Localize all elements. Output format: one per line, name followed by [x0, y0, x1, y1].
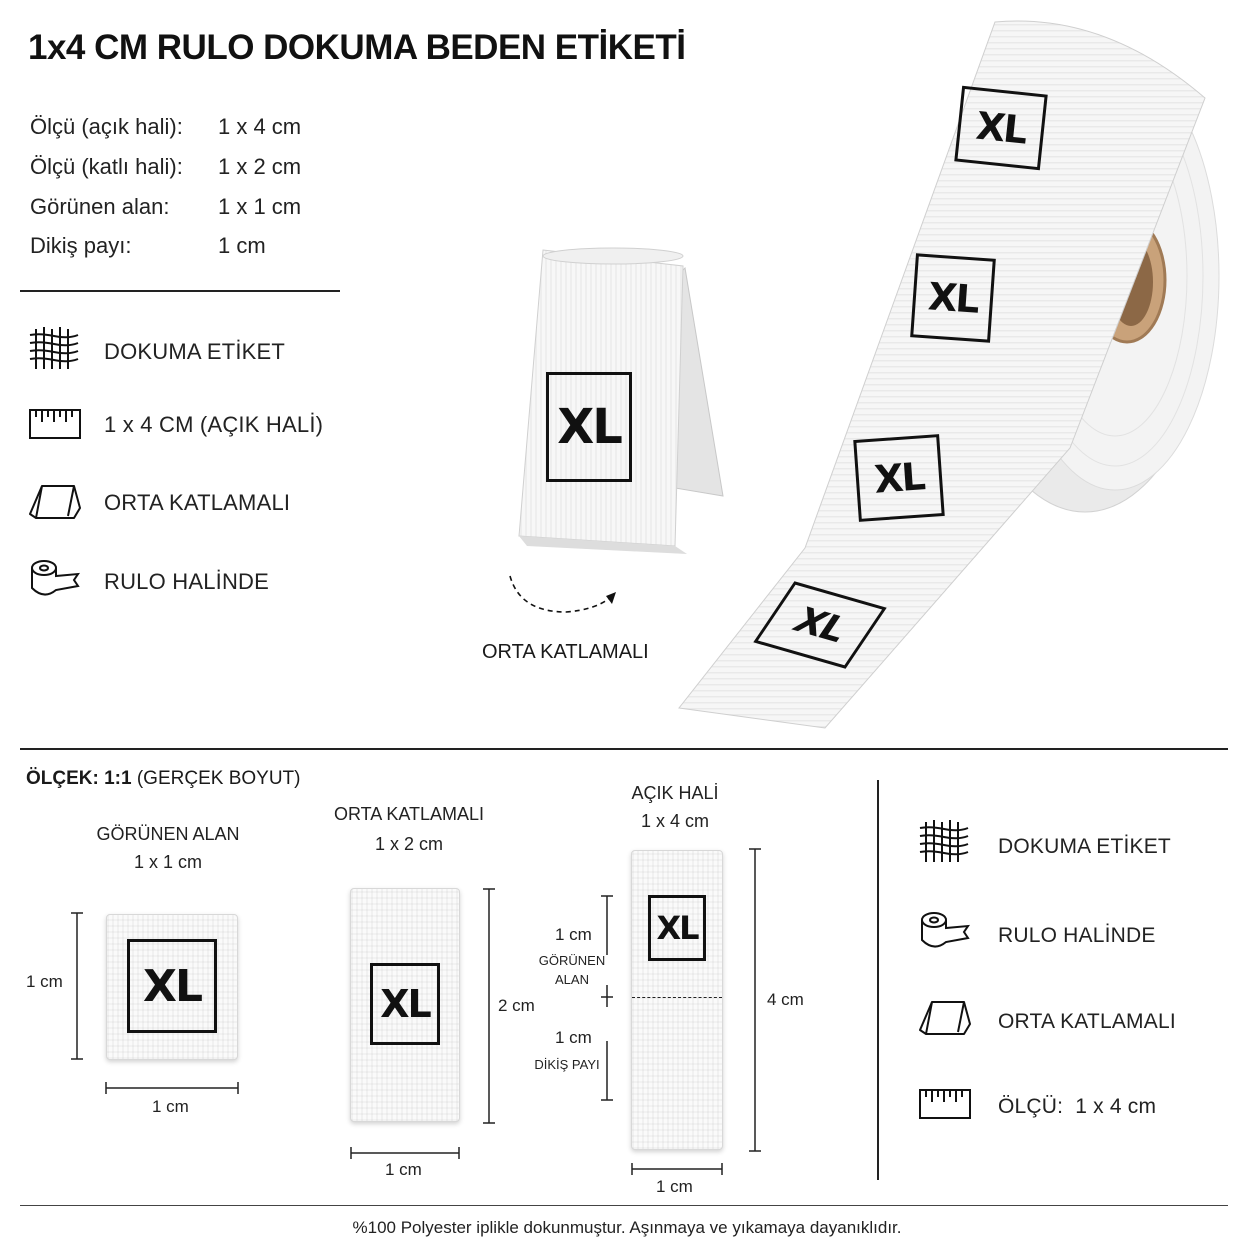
xl-size-mark: XL [648, 895, 706, 961]
feature-roll-text: RULO HALİNDE [104, 569, 269, 594]
weave-icon [28, 325, 82, 371]
xl-roll-mark: XL [753, 581, 886, 668]
ruler-icon [28, 402, 82, 448]
xl-roll-mark: XL [853, 434, 945, 522]
feature-weave-text: DOKUMA ETİKET [104, 339, 286, 364]
fold-line [632, 997, 722, 998]
seam-section-label: DİKİŞ PAYI [534, 1057, 600, 1072]
vertical-divider [877, 780, 879, 1180]
spec-label: Dikiş payı: [30, 233, 132, 258]
weave-icon [918, 818, 972, 864]
folded-label-icon [28, 480, 82, 526]
feature-fold-text: ORTA KATLAMALI [998, 1010, 1176, 1033]
open-state-title: AÇIK HALİ [631, 783, 719, 803]
feature-size-text: 1 x 4 CM (AÇIK HALİ) [104, 412, 324, 437]
open-state-size: 1 x 4 cm [640, 811, 710, 831]
xl-size-mark: XL [546, 372, 632, 482]
visible-area-height: 1 cm [26, 972, 63, 991]
feature-size-text: ÖLÇÜ: 1 x 4 cm [998, 1095, 1157, 1118]
spec-row-seam [30, 233, 266, 259]
center-folded-size: 1 x 2 cm [374, 834, 444, 854]
visible-area-width: 1 cm [152, 1097, 189, 1116]
open-state-label [631, 850, 723, 1150]
visible-section-size: 1 cm [555, 925, 592, 944]
open-state-height: 4 cm [767, 990, 804, 1009]
fold-arrow-icon [502, 572, 624, 620]
xl-roll-mark: XL [954, 86, 1047, 171]
xl-roll-mark: XL [910, 253, 996, 342]
xl-size-mark: XL [370, 963, 440, 1045]
roll-icon [918, 908, 972, 954]
spec-value: 1 x 2 cm [218, 154, 302, 179]
spec-label: Görünen alan: [30, 194, 170, 219]
spec-label: Ölçü (katlı hali): [30, 154, 183, 179]
divider [20, 1205, 1228, 1206]
center-folded-width: 1 cm [385, 1160, 422, 1179]
label-roll-illustration [675, 18, 1230, 738]
spec-value: 1 cm [218, 233, 266, 258]
width-dimension-line [631, 1162, 723, 1176]
page-title: 1x4 CM RULO DOKUMA BEDEN ETİKETİ [28, 28, 686, 67]
roll-icon [28, 556, 82, 602]
xl-size-mark: XL [127, 939, 217, 1033]
width-dimension-line [350, 1146, 460, 1160]
spec-value: 1 x 4 cm [218, 114, 302, 139]
feature-fold-text: ORTA KATLAMALI [104, 490, 291, 515]
spec-row-visible [30, 194, 301, 220]
divider [20, 748, 1228, 750]
visible-section-label: GÖRÜNEN ALAN [538, 953, 606, 987]
scale-heading [26, 768, 300, 790]
center-folded-title: ORTA KATLAMALI [333, 804, 485, 824]
spec-label: Ölçü (açık hali): [30, 114, 183, 139]
height-dimension-line [748, 848, 762, 1152]
footer-note: %100 Polyester iplikle dokunmuştur. Aşınmaya ve yıkamaya dayanıklıdır. [352, 1218, 902, 1237]
width-dimension-line [105, 1081, 239, 1095]
visible-area-size: 1 x 1 cm [133, 852, 203, 872]
center-folded-height: 2 cm [498, 996, 535, 1015]
feature-weave-text: DOKUMA ETİKET [998, 835, 1171, 858]
spec-value: 1 x 1 cm [218, 194, 302, 219]
scale-heading-rest: (GERÇEK BOYUT) [136, 768, 301, 789]
fold-caption: ORTA KATLAMALI [482, 641, 649, 663]
divider [20, 290, 340, 292]
visible-area-title: GÖRÜNEN ALAN [96, 824, 240, 844]
folded-label-icon [918, 996, 972, 1042]
feature-roll-text: RULO HALİNDE [998, 924, 1156, 947]
ruler-icon [918, 1082, 972, 1128]
height-dimension-line [482, 888, 496, 1124]
center-folded-label [350, 888, 460, 1122]
visible-area-label [106, 914, 238, 1060]
scale-heading-bold: ÖLÇEK: 1:1 [26, 768, 132, 789]
seam-section-size: 1 cm [555, 1028, 592, 1047]
spec-row-folded [30, 154, 301, 180]
open-state-width: 1 cm [656, 1177, 693, 1196]
height-dimension-line [70, 912, 84, 1060]
spec-row-open [30, 114, 301, 140]
